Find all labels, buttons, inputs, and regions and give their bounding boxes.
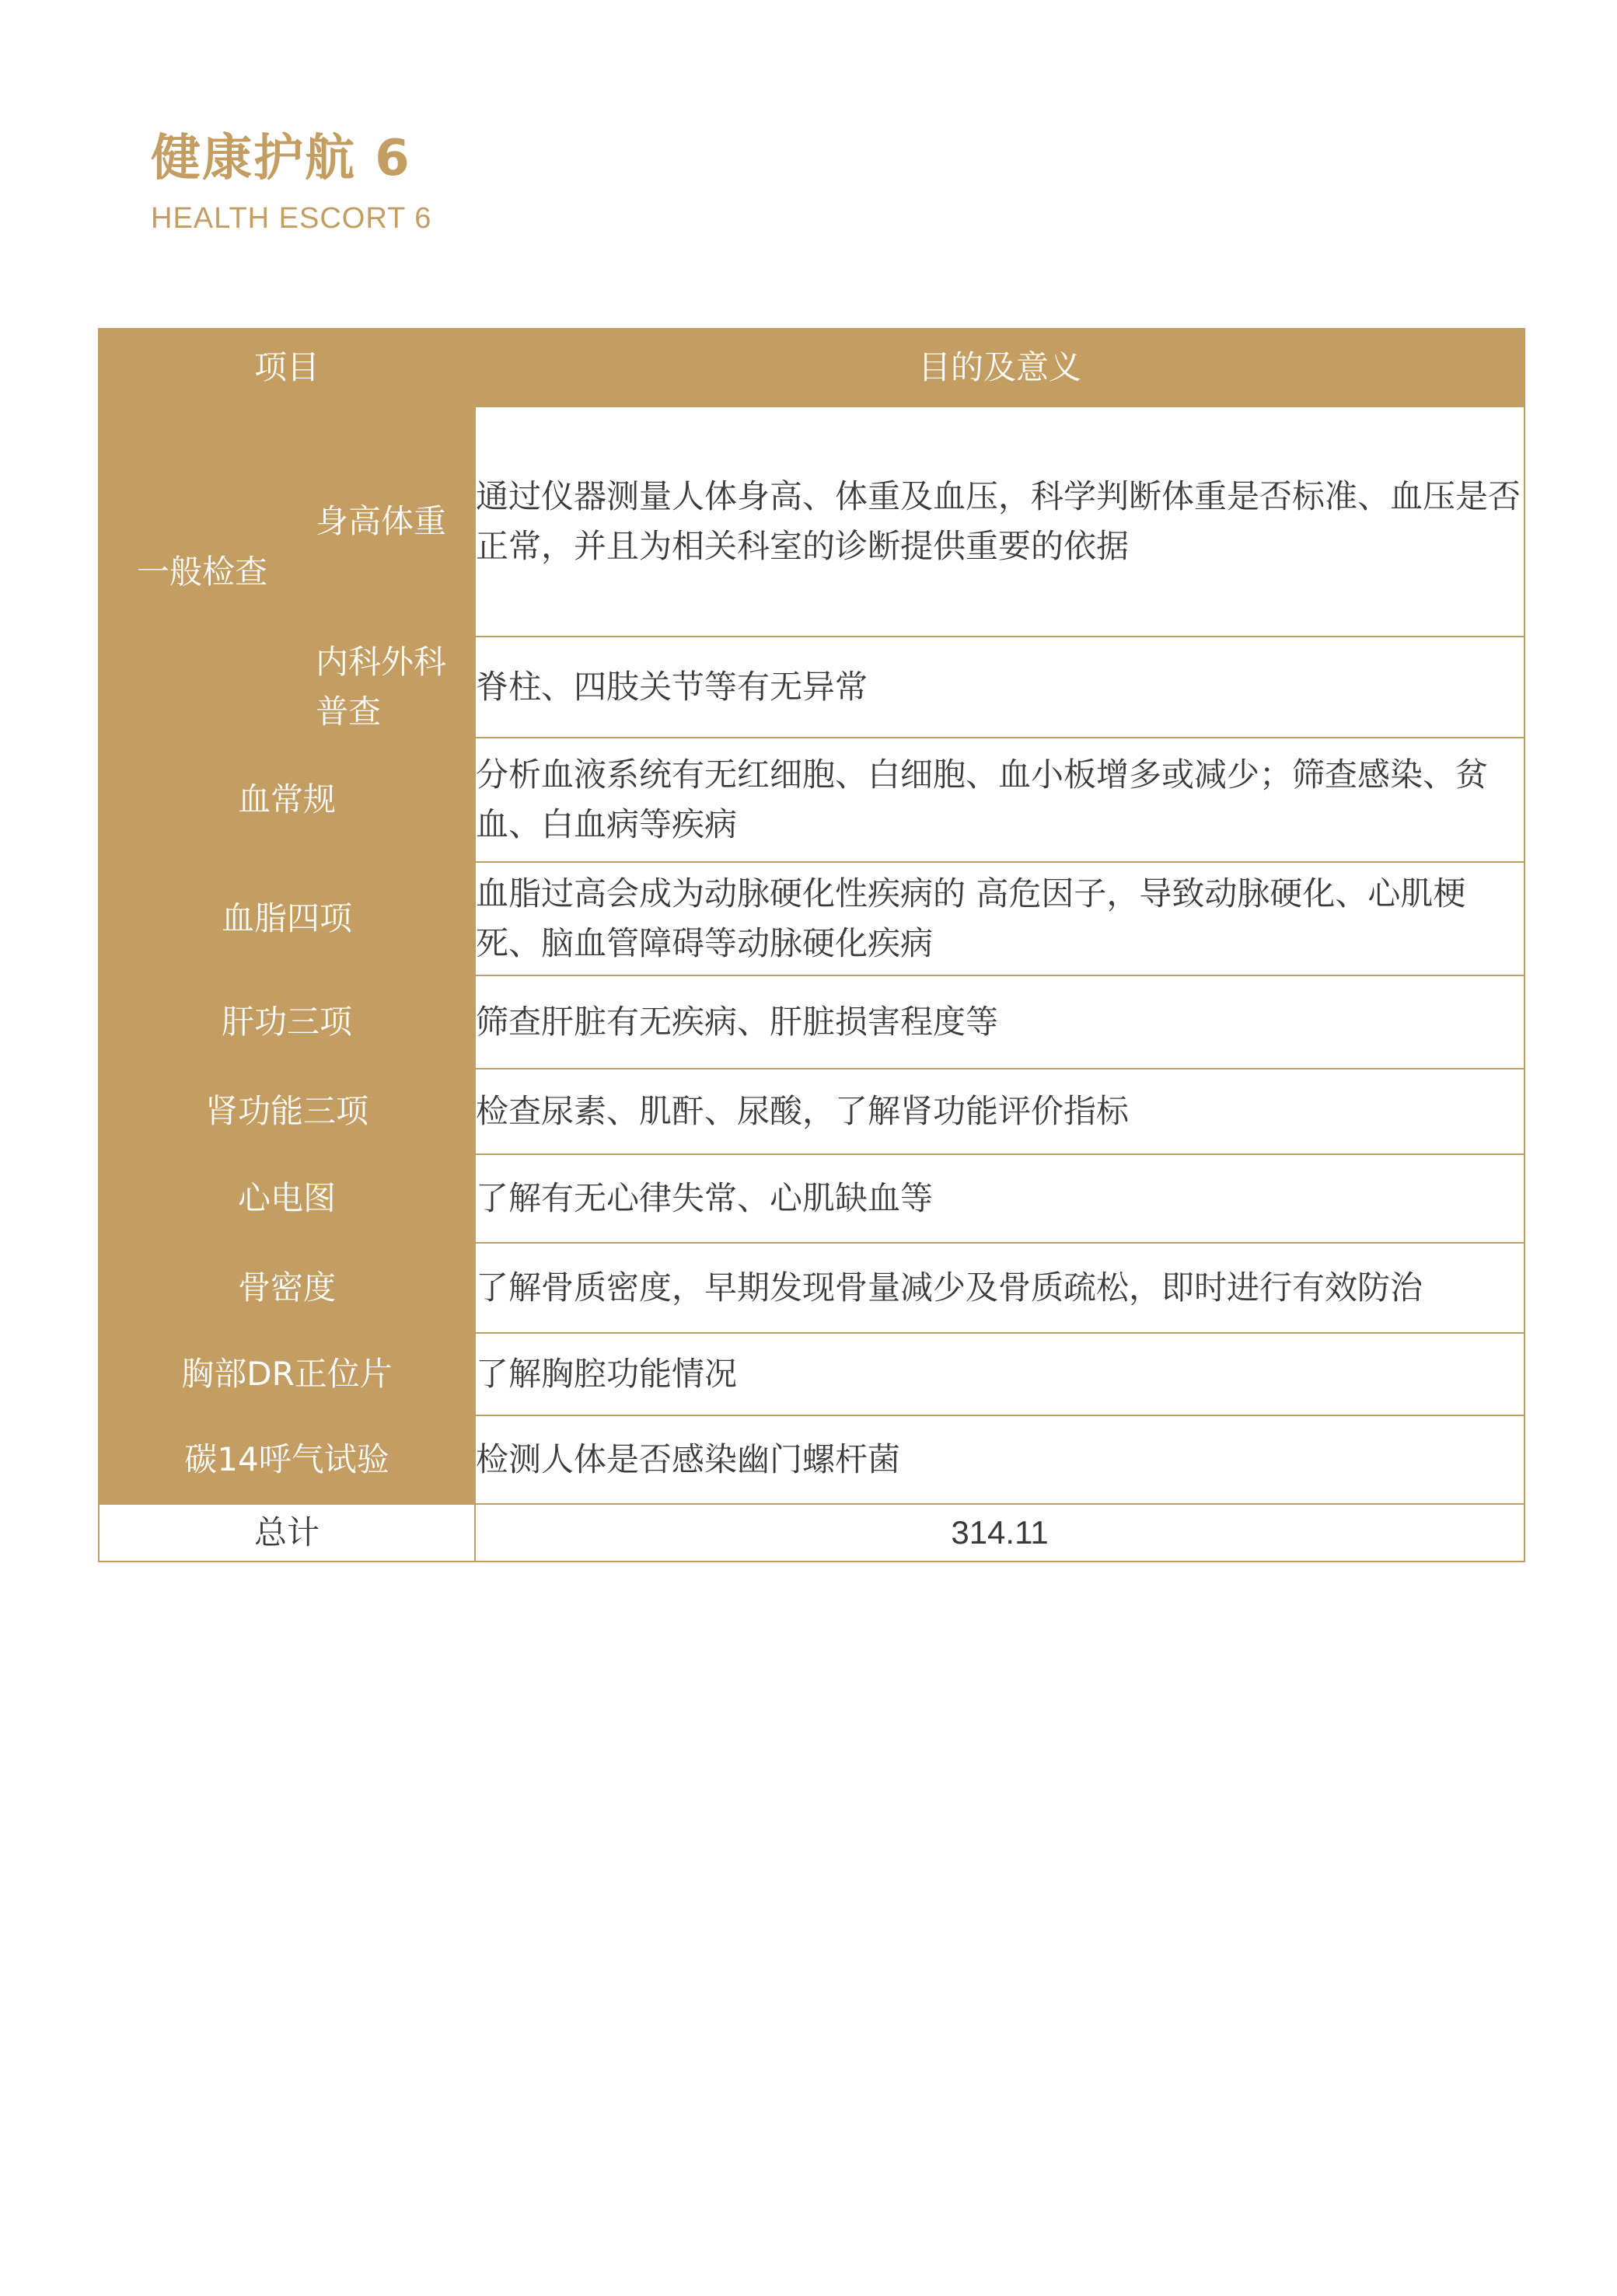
header-purpose: 目的及意义 (475, 329, 1524, 407)
exam-table (98, 328, 1525, 1562)
desc-cell: 了解胸腔功能情况 (475, 1333, 1524, 1415)
item-cell: 肝功三项 (99, 975, 475, 1069)
header-item: 项目 (99, 329, 475, 407)
item-cell: 心电图 (99, 1154, 475, 1243)
page-subtitle: HEALTH ESCORT 6 (151, 202, 432, 235)
item-cell: 血常规 (99, 738, 475, 862)
table-row (99, 407, 1524, 637)
table-row (99, 1069, 1524, 1154)
desc-cell: 脊柱、四肢关节等有无异常 (475, 637, 1524, 738)
item-cell: 碳14呼气试验 (99, 1415, 475, 1504)
desc-cell: 检测人体是否感染幽门螺杆菌 (475, 1415, 1524, 1504)
page-title: 健康护航 6 (151, 130, 411, 187)
desc-cell: 筛查肝脏有无疾病、肝脏损害程度等 (475, 975, 1524, 1069)
table-header-row (99, 329, 1524, 407)
table-row (99, 1154, 1524, 1243)
table-row (99, 1415, 1524, 1504)
table-row (99, 637, 1524, 738)
desc-cell: 分析血液系统有无红细胞、白细胞、血小板增多或减少；筛查感染、贫血、白血病等疾病 (475, 738, 1524, 862)
total-value: 314.11 (475, 1504, 1524, 1561)
total-label: 总计 (99, 1504, 475, 1561)
item-cell: 血脂四项 (99, 862, 475, 975)
desc-cell: 检查尿素、肌酐、尿酸，了解肾功能评价指标 (475, 1069, 1524, 1154)
table-row (99, 975, 1524, 1069)
desc-cell: 通过仪器测量人体身高、体重及血压，科学判断体重是否标准、血压是否正常，并且为相关科室的诊断提供重要的依据 (475, 407, 1524, 637)
table-row (99, 738, 1524, 862)
item-cell: 胸部DR正位片 (99, 1333, 475, 1415)
item-cell: 肾功能三项 (99, 1069, 475, 1154)
desc-cell: 了解有无心律失常、心肌缺血等 (475, 1154, 1524, 1243)
sub-item: 内科外科普查 (306, 637, 475, 738)
group-general: 一般检查 (99, 407, 306, 738)
table-row (99, 862, 1524, 975)
table-row (99, 1333, 1524, 1415)
table-row (99, 1243, 1524, 1333)
total-row (99, 1504, 1524, 1561)
desc-cell: 了解骨质密度，早期发现骨量减少及骨质疏松，即时进行有效防治 (475, 1243, 1524, 1333)
item-cell: 骨密度 (99, 1243, 475, 1333)
sub-item: 身高体重 (306, 407, 475, 637)
desc-cell: 血脂过高会成为动脉硬化性疾病的 高危因子，导致动脉硬化、心肌梗死、脑血管障碍等动脉硬化疾病 (475, 862, 1524, 975)
page-header (151, 130, 432, 235)
